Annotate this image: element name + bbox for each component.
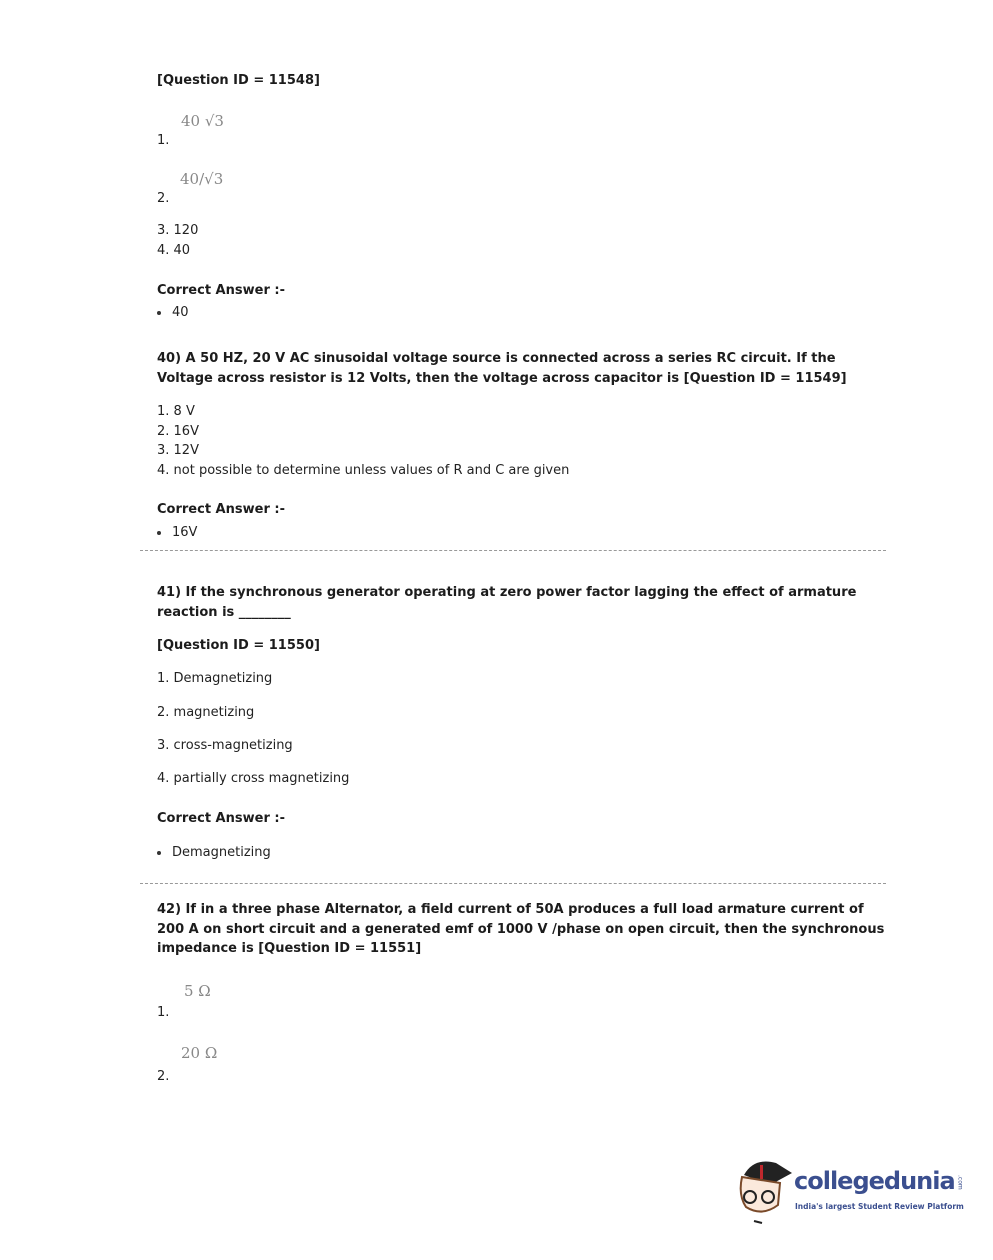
correct-answer — [157, 845, 271, 861]
option: 4. not possible to determine unless values of R and C are given — [157, 463, 570, 478]
option: 3. 120 — [157, 223, 199, 238]
question-text: 40) A 50 HZ, 20 V AC sinusoidal voltage source is connected across a series RC circuit. If the — [157, 351, 836, 366]
option-formula: 20 Ω — [181, 1044, 218, 1062]
option-number: 1. — [157, 1005, 170, 1020]
option: 4. partially cross magnetizing — [157, 771, 350, 786]
option: 1. Demagnetizing — [157, 671, 273, 686]
question-text: 42) If in a three phase Alternator, a field current of 50A produces a full load armature current of — [157, 902, 864, 917]
option-number: 1. — [157, 133, 170, 148]
option-formula: 40 √3 — [181, 112, 224, 130]
option-number: 2. — [157, 191, 170, 206]
question-text: 200 A on short circuit and a generated emf of 1000 V /phase on open circuit, then the synchronous — [157, 922, 885, 937]
option-formula: 40/√3 — [180, 170, 224, 188]
correct-answer-label: Correct Answer :- — [157, 283, 285, 298]
divider — [140, 883, 886, 884]
option-formula: 5 Ω — [184, 982, 211, 1000]
correct-answer-text: 16V — [172, 525, 198, 540]
question-id: [Question ID = 11550] — [157, 638, 320, 653]
question-text: 41) If the synchronous generator operating at zero power factor lagging the effect of armature — [157, 585, 857, 600]
divider — [140, 550, 886, 551]
option: 4. 40 — [157, 243, 191, 258]
option-number: 2. — [157, 1069, 170, 1084]
correct-answer — [157, 305, 189, 321]
question-text: reaction is ________ — [157, 605, 291, 620]
option: 2. magnetizing — [157, 705, 255, 720]
collegedunia-logo — [736, 1155, 986, 1225]
correct-answer-text: 40 — [172, 305, 189, 320]
correct-answer — [157, 525, 197, 541]
question-text: impedance is [Question ID = 11551] — [157, 941, 422, 956]
question-id: [Question ID = 11548] — [157, 73, 320, 88]
option: 3. 12V — [157, 443, 199, 458]
mascot-icon — [736, 1155, 794, 1225]
correct-answer-label: Correct Answer :- — [157, 811, 285, 826]
question-text: Voltage across resistor is 12 Volts, then the voltage across capacitor is [Question ID = 11549] — [157, 371, 847, 386]
correct-answer-text: Demagnetizing — [172, 845, 271, 860]
logo-tagline: India's largest Student Review Platform — [795, 1202, 964, 1211]
logo-wordmark: collegedunia — [794, 1167, 955, 1195]
option: 1. 8 V — [157, 404, 195, 419]
logo-wordmark-group — [794, 1167, 963, 1195]
logo-suffix: .com — [956, 1175, 964, 1190]
option: 2. 16V — [157, 424, 199, 439]
correct-answer-label: Correct Answer :- — [157, 502, 285, 517]
option: 3. cross-magnetizing — [157, 738, 293, 753]
